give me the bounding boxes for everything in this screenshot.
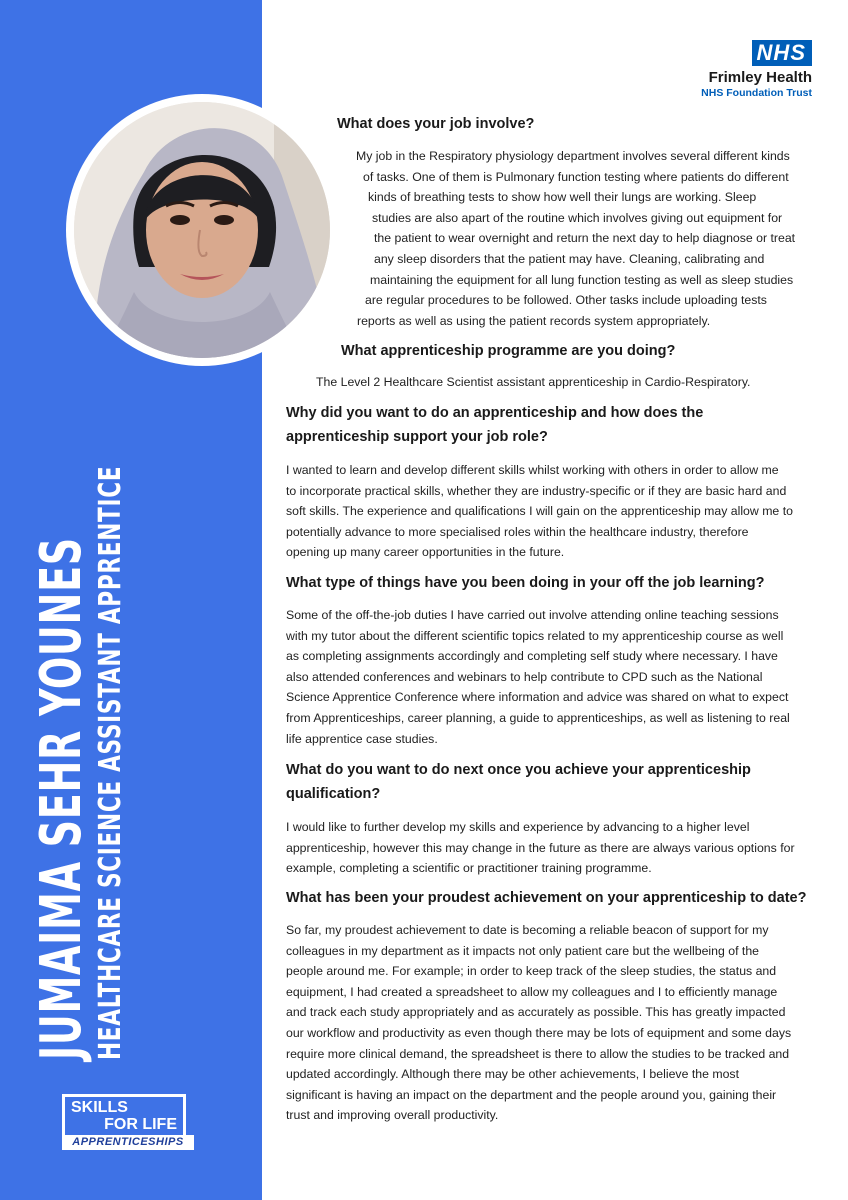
section-body: The Level 2 Healthcare Scientist assistant apprenticeship in Cardio-Respiratory. <box>316 375 751 389</box>
section-body: My job in the Respiratory physiology department involves several different kinds of tasks. One of them is Pulmonary function testing where patients do different kinds of breathing tests to show how well their lungs are working. Sleep studies are also apart of the routine which involves giving out equipment for the patient to wear overnight and return the next day to help diagnose or treat any sleep disorders that the patient may have. Cleaning, calibrating and maintaining the equipment for all lung function testing as well as sleep studies are regular procedures to be followed. Other tasks include uploading tests reports as well as using the patient records system appropriately. <box>356 149 796 328</box>
logo-line-apprenticeships: APPRENTICESHIPS <box>62 1135 194 1150</box>
section-heading: Why did you want to do an apprenticeship and how does the apprenticeship support your job role? <box>286 405 704 445</box>
section-body: I would like to further develop my skills and experience by advancing to a higher level apprenticeship, however this may change in the future as there are always various options for example, completing a scientific or practitioner training programme. <box>286 820 795 876</box>
section-heading: What does your job involve? <box>337 116 535 132</box>
trust-subtitle: NHS Foundation Trust <box>701 87 812 99</box>
logo-line-for-life: FOR LIFE <box>104 1116 177 1133</box>
nhs-trust-logo <box>701 40 812 100</box>
section-body: So far, my proudest achievement to date is becoming a reliable beacon of support for my colleagues in my department as it impacts not only patient care but the wellbeing of the people around me. For example; in order to keep track of the sleep studies, the status and equipment, I had created a spreadsheet to allow my colleagues and I to efficiently manage and track each study appropriately and as accurately as possible. This has greatly impacted our workflow and productivity as even though there may be lots of equipment and some days require more clinical demand, the spreadsheet is there to allow the studies to be tracked and updated accordingly. Although there may be other achievements, I believe the most significant is having an impact on the department and the people around you, gaining their trust and improving overall productivity. <box>286 923 792 1123</box>
section-heading: What type of things have you been doing in your off the job learning? <box>286 575 765 591</box>
section-heading: What do you want to do next once you achieve your apprenticeship qualification? <box>286 762 751 802</box>
logo-line-skills: SKILLS <box>71 1099 128 1116</box>
apprentice-role: HEALTHCARE SCIENCE ASSISTANT APPRENTICE <box>93 465 128 1060</box>
section-heading: What apprenticeship programme are you doing? <box>341 343 676 359</box>
nhs-logo: NHS <box>752 40 812 66</box>
section-body: I wanted to learn and develop different skills whilst working with others in order to allow me to incorporate practical skills, whether they are industry-specific or if they are basic hard and soft skills. The experience and qualifications I will gain on the apprenticeship may allow me to potentially advance to more specialised roles within the healthcare industry, therefore opening up many career opportunities in the future. <box>286 463 793 560</box>
skills-for-life-logo <box>62 1094 194 1150</box>
trust-org-name: Frimley Health <box>708 69 812 86</box>
apprentice-name: JUMAIMA SEHR YOUNES <box>29 537 94 1060</box>
section-heading: What has been your proudest achievement on your apprenticeship to date? <box>286 890 807 906</box>
vertical-title <box>30 235 130 1060</box>
section-body: Some of the off-the-job duties I have carried out involve attending online teaching sessions with my tutor about the different scientific topics related to my apprenticeship course as well as completing assignments accordingly and completing self study where necessary. I have also attended conferences and webinars to help contribute to CPD such as the National Science Apprentice Conference where information and advice was shared on what to expect from Apprenticeships, career planning, a guide to apprenticeships, as well as listening to real life apprentice case studies. <box>286 608 790 746</box>
